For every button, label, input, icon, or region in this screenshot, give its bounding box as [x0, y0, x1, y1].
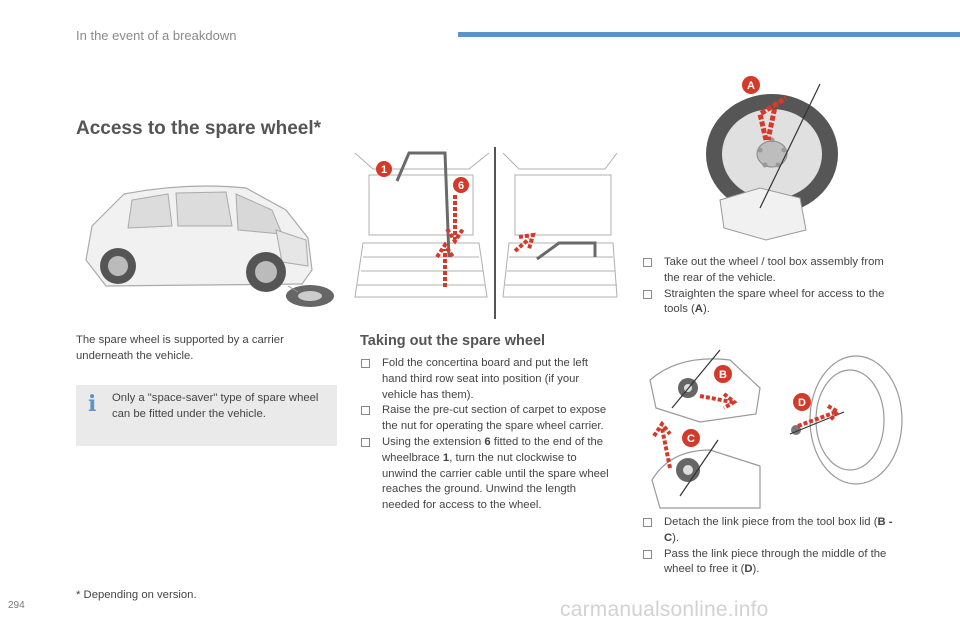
checkbox-icon [361, 406, 370, 415]
step-item: Using the extension 6 fitted to the end of the wheelbrace 1, turn the nut clockwise to unwind the carrier cable until the spare wheel reaches the ground. Unwind the length needed for access to the wheel. [360, 435, 615, 514]
label-1: 1 [380, 164, 388, 176]
label-c: C [687, 433, 695, 445]
section-title: Taking out the spare wheel [360, 333, 546, 349]
step-item: Pass the link piece through the middle of the wheel to free it (D). [642, 547, 902, 579]
info-icon: i [88, 391, 97, 417]
link-piece-illustration [640, 330, 908, 510]
info-box [76, 385, 337, 446]
steps-list-right-bottom [642, 515, 902, 578]
boot-illustration [343, 147, 619, 319]
checkbox-icon [361, 359, 370, 368]
label-b: B [719, 369, 727, 381]
page-title: Access to the spare wheel* [76, 118, 321, 139]
step-item: Fold the concertina board and put the left hand third row seat into position (if your vehicle has them). [360, 356, 615, 403]
step-item: Take out the wheel / tool box assembly from the rear of the vehicle. [642, 255, 902, 287]
steps-list [360, 356, 615, 514]
steps-list-right-top [642, 255, 902, 318]
header-accent-bar [458, 32, 960, 37]
intro-text: The spare wheel is supported by a carrier underneath the vehicle. [76, 334, 284, 362]
spare-wheel-illustration [690, 70, 860, 248]
step-item: Raise the pre-cut section of carpet to expose the nut for operating the spare wheel carrier. [360, 403, 615, 435]
checkbox-icon [361, 438, 370, 447]
step-item: Straighten the spare wheel for access to the tools (A). [642, 287, 902, 319]
label-6: 6 [457, 180, 465, 192]
label-a: A [747, 80, 755, 92]
car-illustration [76, 148, 338, 320]
info-text: Only a "space-saver" type of spare wheel can be fitted under the vehicle. [112, 392, 319, 420]
checkbox-icon [643, 518, 652, 527]
checkbox-icon [643, 550, 652, 559]
checkbox-icon [643, 258, 652, 267]
page-number: 294 [8, 600, 25, 611]
section-header: In the event of a breakdown [76, 28, 237, 43]
watermark: carmanualsonline.info [560, 598, 769, 621]
step-item: Detach the link piece from the tool box lid (B - C). [642, 515, 902, 547]
footnote: * Depending on version. [76, 589, 197, 601]
label-d: D [798, 397, 806, 409]
checkbox-icon [643, 290, 652, 299]
